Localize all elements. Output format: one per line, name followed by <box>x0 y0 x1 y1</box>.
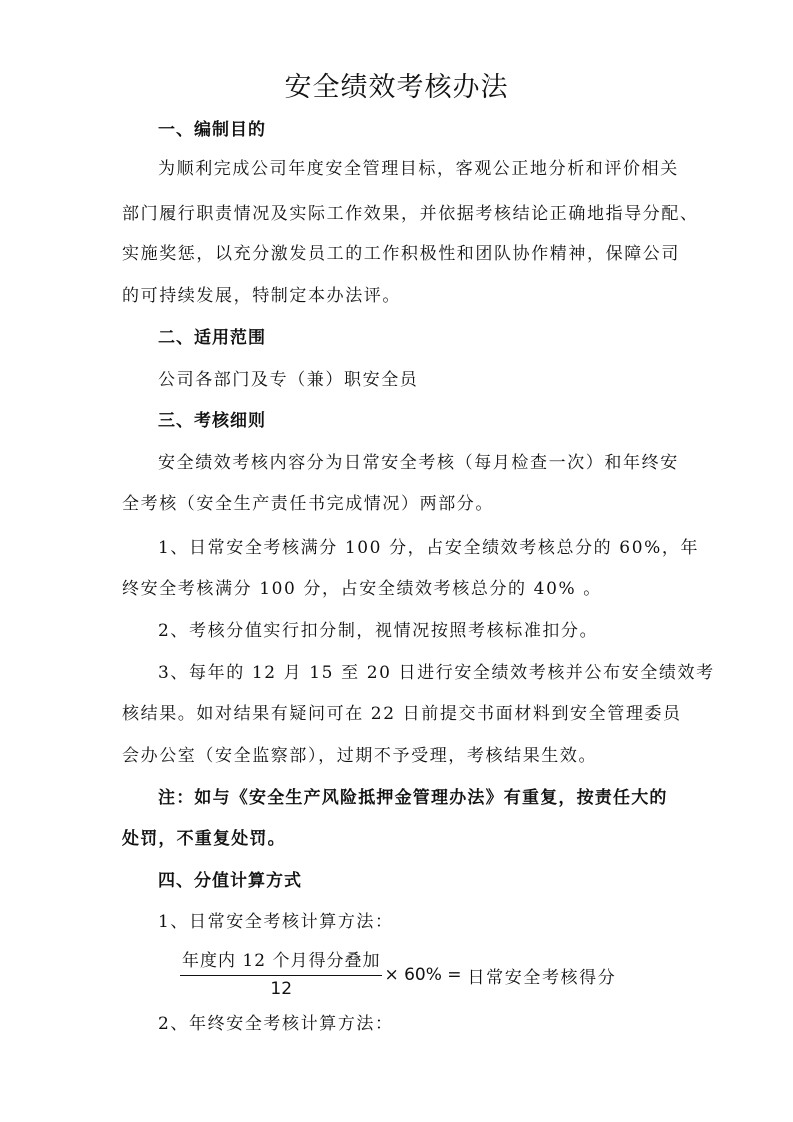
paragraph-line: 为顺利完成公司年度安全管理目标，客观公正地分析和评价相关 <box>158 159 679 179</box>
paragraph-line: 终安全考核满分 100 分，占安全绩效考核总分的 40% 。 <box>122 579 602 599</box>
section-heading-scope: 二、适用范围 <box>158 328 266 348</box>
formula-result: 日常安全考核得分 <box>467 967 617 988</box>
paragraph-line: 2、考核分值实行扣分制，视情况按照考核标准扣分。 <box>158 621 599 641</box>
formula-fraction <box>180 950 382 1000</box>
paragraph-line: 部门履行职责情况及实际工作效果，并依据考核结论正确地指导分配、 <box>122 204 699 224</box>
section-heading-purpose: 一、编制目的 <box>158 120 266 140</box>
paragraph-line: 1、日常安全考核计算方法： <box>158 912 394 932</box>
paragraph-line: 安全绩效考核内容分为日常安全考核（每月检查一次）和年终安 <box>158 453 679 473</box>
score-formula <box>180 950 616 1000</box>
paragraph-line: 2、年终安全考核计算方法： <box>158 1014 394 1034</box>
note-line: 注：如与《安全生产风险抵押金管理办法》有重复，按责任大的 <box>158 788 668 808</box>
formula-numerator: 年度内 12 个月得分叠加 <box>180 950 382 976</box>
formula-denominator: 12 <box>270 979 293 999</box>
paragraph-line: 1、日常安全考核满分 100 分，占安全绩效考核总分的 60%，年 <box>158 538 700 558</box>
section-heading-rules: 三、考核细则 <box>158 411 266 431</box>
paragraph-line: 实施奖惩，以充分激发员工的工作积极性和团队协作精神，保障公司 <box>122 244 680 264</box>
paragraph-line: 会办公室（安全监察部），过期不予受理，考核结果生效。 <box>122 746 598 766</box>
document-title: 安全绩效考核办法 <box>284 72 509 103</box>
section-heading-calculation: 四、分值计算方式 <box>158 871 302 891</box>
paragraph-line: 3、每年的 12 月 15 至 20 日进行安全绩效考核并公布安全绩效考 <box>158 663 715 683</box>
paragraph-line: 核结果。如对结果有疑问可在 22 日前提交书面材料到安全管理委员 <box>122 704 682 724</box>
paragraph-line: 全考核（安全生产责任书完成情况）两部分。 <box>122 494 494 514</box>
paragraph-line: 的可持续发展，特制定本办法评。 <box>122 286 401 306</box>
note-line: 处罚，不重复处罚。 <box>122 829 286 849</box>
paragraph-line: 公司各部门及专（兼）职安全员 <box>158 370 419 390</box>
formula-operator: × 60% = <box>384 965 462 985</box>
